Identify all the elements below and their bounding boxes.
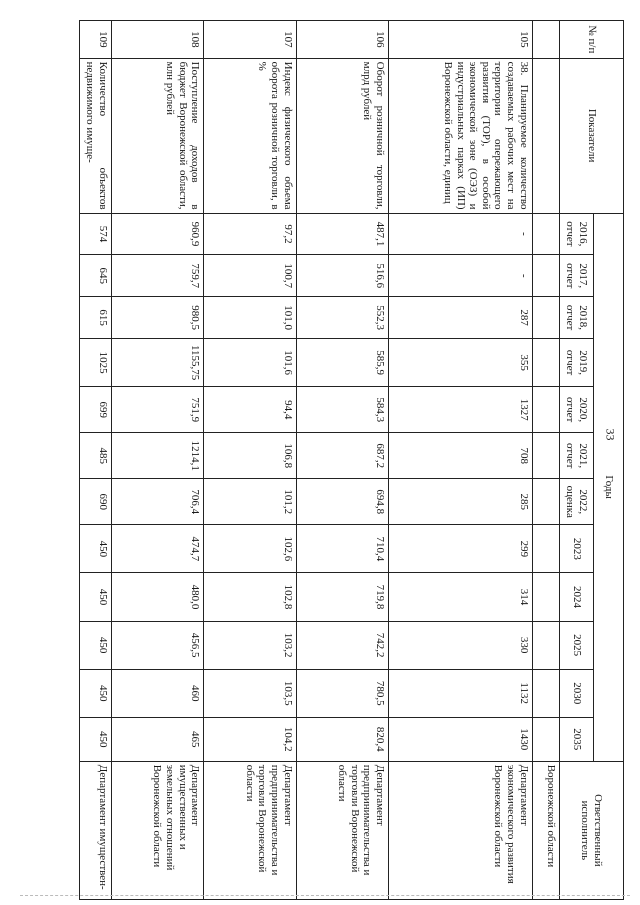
value-cell: 960,9	[111, 213, 203, 255]
row-number: 107	[204, 21, 296, 59]
value-cell: 1025	[80, 339, 112, 387]
executor-cell: Департамент имуществен-	[80, 761, 112, 899]
header-year: 2023	[560, 525, 594, 573]
value-cell: 285	[388, 479, 532, 525]
value-cell: 101,2	[204, 479, 296, 525]
value-cell: 450	[80, 525, 112, 573]
value-cell: 314	[388, 573, 532, 621]
table-row	[296, 21, 388, 900]
header-year: 2016, отчет	[560, 213, 594, 255]
value-cell: 751,9	[111, 387, 203, 433]
header-num: № п/п	[560, 21, 624, 59]
header-year: 2017, отчет	[560, 255, 594, 297]
value-cell: 450	[80, 573, 112, 621]
executor-cell: Департамент предпринимательства и торговли Воронежской области	[204, 761, 296, 899]
value-cell: -	[388, 255, 532, 297]
header-year: 2020, отчет	[560, 387, 594, 433]
header-years-group: Годы	[594, 213, 624, 761]
table-container	[79, 20, 624, 900]
value-cell: 480,0	[111, 573, 203, 621]
row-number: 105	[388, 21, 532, 59]
value-cell: 706,4	[111, 479, 203, 525]
value-cell: 106,8	[204, 433, 296, 479]
value-cell: 97,2	[204, 213, 296, 255]
header-year: 2030	[560, 669, 594, 717]
value-cell: 742,2	[296, 621, 388, 669]
value-cell: 355	[388, 339, 532, 387]
value-cell: 759,7	[111, 255, 203, 297]
table-cell	[532, 573, 559, 621]
value-cell: 719,8	[296, 573, 388, 621]
value-cell: 699	[80, 387, 112, 433]
rotated-table-frame	[79, 20, 624, 900]
value-cell: 450	[80, 717, 112, 761]
header-year: 2035	[560, 717, 594, 761]
value-cell: 299	[388, 525, 532, 573]
table-row	[204, 21, 296, 900]
value-cell: 687,2	[296, 433, 388, 479]
value-cell: 820,4	[296, 717, 388, 761]
header-year: 2021, отчет	[560, 433, 594, 479]
table-cell	[532, 21, 559, 59]
value-cell: 574	[80, 213, 112, 255]
value-cell: 1132	[388, 669, 532, 717]
table-row	[111, 21, 203, 900]
table-cell	[532, 255, 559, 297]
value-cell: 980,5	[111, 297, 203, 339]
table-cell	[532, 213, 559, 255]
header-indicator: Показатели	[560, 58, 624, 213]
executor-cell: Воронежской области	[532, 761, 559, 899]
value-cell: 94,4	[204, 387, 296, 433]
value-cell: 103,5	[204, 669, 296, 717]
value-cell: 102,6	[204, 525, 296, 573]
value-cell: 487,1	[296, 213, 388, 255]
indicator-cell: Количество объектов недвижимого имуще-	[80, 58, 112, 213]
value-cell: 450	[80, 669, 112, 717]
header-year: 2022, оценка	[560, 479, 594, 525]
value-cell: 615	[80, 297, 112, 339]
table-row	[388, 21, 532, 900]
executor-cell: Департамент предпринимательства и торговли Воронежской области	[296, 761, 388, 899]
value-cell: 101,6	[204, 339, 296, 387]
value-cell: 585,9	[296, 339, 388, 387]
value-cell: 694,8	[296, 479, 388, 525]
header-year: 2025	[560, 621, 594, 669]
table-cell	[532, 525, 559, 573]
table-cell	[532, 669, 559, 717]
table-cell	[532, 621, 559, 669]
indicator-cell: Индекс физического объема оборота розничной торговли, в %	[204, 58, 296, 213]
header-executor: Ответственный исполнитель	[560, 761, 624, 899]
table-row	[80, 21, 112, 900]
value-cell: 460	[111, 669, 203, 717]
value-cell: 100,7	[204, 255, 296, 297]
value-cell: 102,8	[204, 573, 296, 621]
table-cell	[532, 717, 559, 761]
value-cell: 450	[80, 621, 112, 669]
value-cell: 552,3	[296, 297, 388, 339]
indicators-table	[79, 20, 624, 900]
value-cell: 516,6	[296, 255, 388, 297]
value-cell: 1430	[388, 717, 532, 761]
value-cell: 780,5	[296, 669, 388, 717]
value-cell: 710,4	[296, 525, 388, 573]
table-cell	[532, 339, 559, 387]
value-cell: 690	[80, 479, 112, 525]
header-row-top	[594, 21, 624, 900]
executor-cell: Департамент экономического развития Воронежской области	[388, 761, 532, 899]
value-cell: 1155,75	[111, 339, 203, 387]
value-cell: 474,7	[111, 525, 203, 573]
table-cell	[532, 387, 559, 433]
value-cell: 287	[388, 297, 532, 339]
table-row-continuation	[532, 21, 559, 900]
header-year: 2024	[560, 573, 594, 621]
page-number: 33	[603, 428, 618, 441]
value-cell: 708	[388, 433, 532, 479]
value-cell: 485	[80, 433, 112, 479]
table-cell	[532, 479, 559, 525]
row-number: 106	[296, 21, 388, 59]
value-cell: 101,0	[204, 297, 296, 339]
value-cell: 103,2	[204, 621, 296, 669]
value-cell: 645	[80, 255, 112, 297]
indicator-cell: Поступление доходов в бюджет Воронежской области, млн рублей	[111, 58, 203, 213]
indicator-cell: Оборот розничной торговли, млрд рублей	[296, 58, 388, 213]
table-cell	[532, 58, 559, 213]
value-cell: 465	[111, 717, 203, 761]
value-cell: 456,5	[111, 621, 203, 669]
value-cell: 1214,1	[111, 433, 203, 479]
header-year: 2019, отчет	[560, 339, 594, 387]
value-cell: 584,3	[296, 387, 388, 433]
value-cell: 104,2	[204, 717, 296, 761]
row-number: 108	[111, 21, 203, 59]
indicator-cell: 38. Планируемое количество создаваемых рабочих мест на территории опережающего развития (ТОР), в особой экономической зоне (ОЭЗ) и индустриальных парках (ИП) Воронежской области, единиц	[388, 58, 532, 213]
table-cell	[532, 433, 559, 479]
value-cell: 330	[388, 621, 532, 669]
row-number: 109	[80, 21, 112, 59]
scan-edge-divider	[20, 895, 630, 896]
value-cell: -	[388, 213, 532, 255]
table-cell	[532, 297, 559, 339]
executor-cell: Департамент имущественных и земельных отношений Воронежской области	[111, 761, 203, 899]
header-year: 2018, отчет	[560, 297, 594, 339]
value-cell: 1327	[388, 387, 532, 433]
